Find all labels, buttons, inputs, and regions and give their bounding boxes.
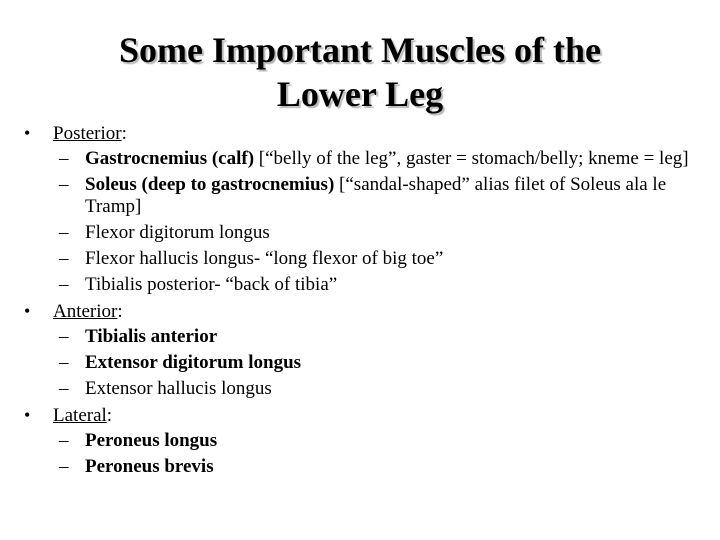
item-text: Extensor hallucis longus bbox=[85, 378, 272, 399]
list-item bbox=[24, 326, 704, 348]
bullet-icon: • bbox=[24, 123, 31, 143]
dash-icon: – bbox=[59, 456, 69, 477]
section-posterior bbox=[24, 122, 704, 145]
dash-icon: – bbox=[59, 148, 69, 169]
dash-icon: – bbox=[59, 352, 69, 373]
section-heading: Lateral bbox=[53, 405, 107, 426]
list-item bbox=[24, 352, 704, 374]
list-item bbox=[24, 378, 704, 400]
list-item bbox=[24, 148, 704, 170]
list-item bbox=[24, 274, 704, 296]
list-item bbox=[24, 430, 704, 452]
item-text: [“sandal-shaped” alias filet of Soleus ala le Tramp] bbox=[85, 174, 667, 217]
list-item bbox=[24, 456, 704, 478]
bullet-icon: • bbox=[24, 301, 31, 321]
item-text: Flexor hallucis longus- “long flexor of big toe” bbox=[85, 248, 444, 269]
title-line-1: Some Important Muscles of the bbox=[119, 30, 601, 70]
section-heading: Posterior bbox=[53, 123, 122, 144]
item-bold-text: Peroneus longus bbox=[85, 430, 218, 451]
dash-icon: – bbox=[59, 174, 69, 195]
dash-icon: – bbox=[59, 326, 69, 347]
dash-icon: – bbox=[59, 378, 69, 399]
item-bold-text: Peroneus brevis bbox=[85, 456, 214, 477]
item-bold-text: Soleus (deep to gastrocnemius) bbox=[85, 174, 335, 195]
heading-colon: : bbox=[121, 123, 127, 144]
item-bold-text: Gastrocnemius (calf) bbox=[85, 148, 255, 169]
heading-colon: : bbox=[106, 405, 113, 426]
section-anterior bbox=[24, 300, 704, 323]
bullet-icon: • bbox=[24, 405, 31, 425]
list-item bbox=[24, 174, 704, 218]
slide-title bbox=[60, 28, 660, 116]
title-line-2: Lower Leg bbox=[276, 74, 444, 114]
section-lateral bbox=[24, 404, 704, 427]
dash-icon: – bbox=[59, 222, 69, 243]
slide-content bbox=[24, 122, 704, 482]
item-text: Flexor digitorum longus bbox=[85, 222, 270, 243]
heading-colon: : bbox=[117, 301, 123, 322]
list-item bbox=[24, 222, 704, 244]
dash-icon: – bbox=[59, 248, 69, 269]
section-heading: Anterior bbox=[53, 301, 118, 322]
list-item bbox=[24, 248, 704, 270]
dash-icon: – bbox=[59, 274, 69, 295]
dash-icon: – bbox=[59, 430, 69, 451]
item-text: [“belly of the leg”, gaster = stomach/belly; kneme = leg] bbox=[254, 148, 689, 169]
item-bold-text: Tibialis anterior bbox=[85, 326, 218, 347]
item-bold-text: Extensor digitorum longus bbox=[85, 352, 302, 373]
item-text: Tibialis posterior- “back of tibia” bbox=[85, 274, 338, 295]
